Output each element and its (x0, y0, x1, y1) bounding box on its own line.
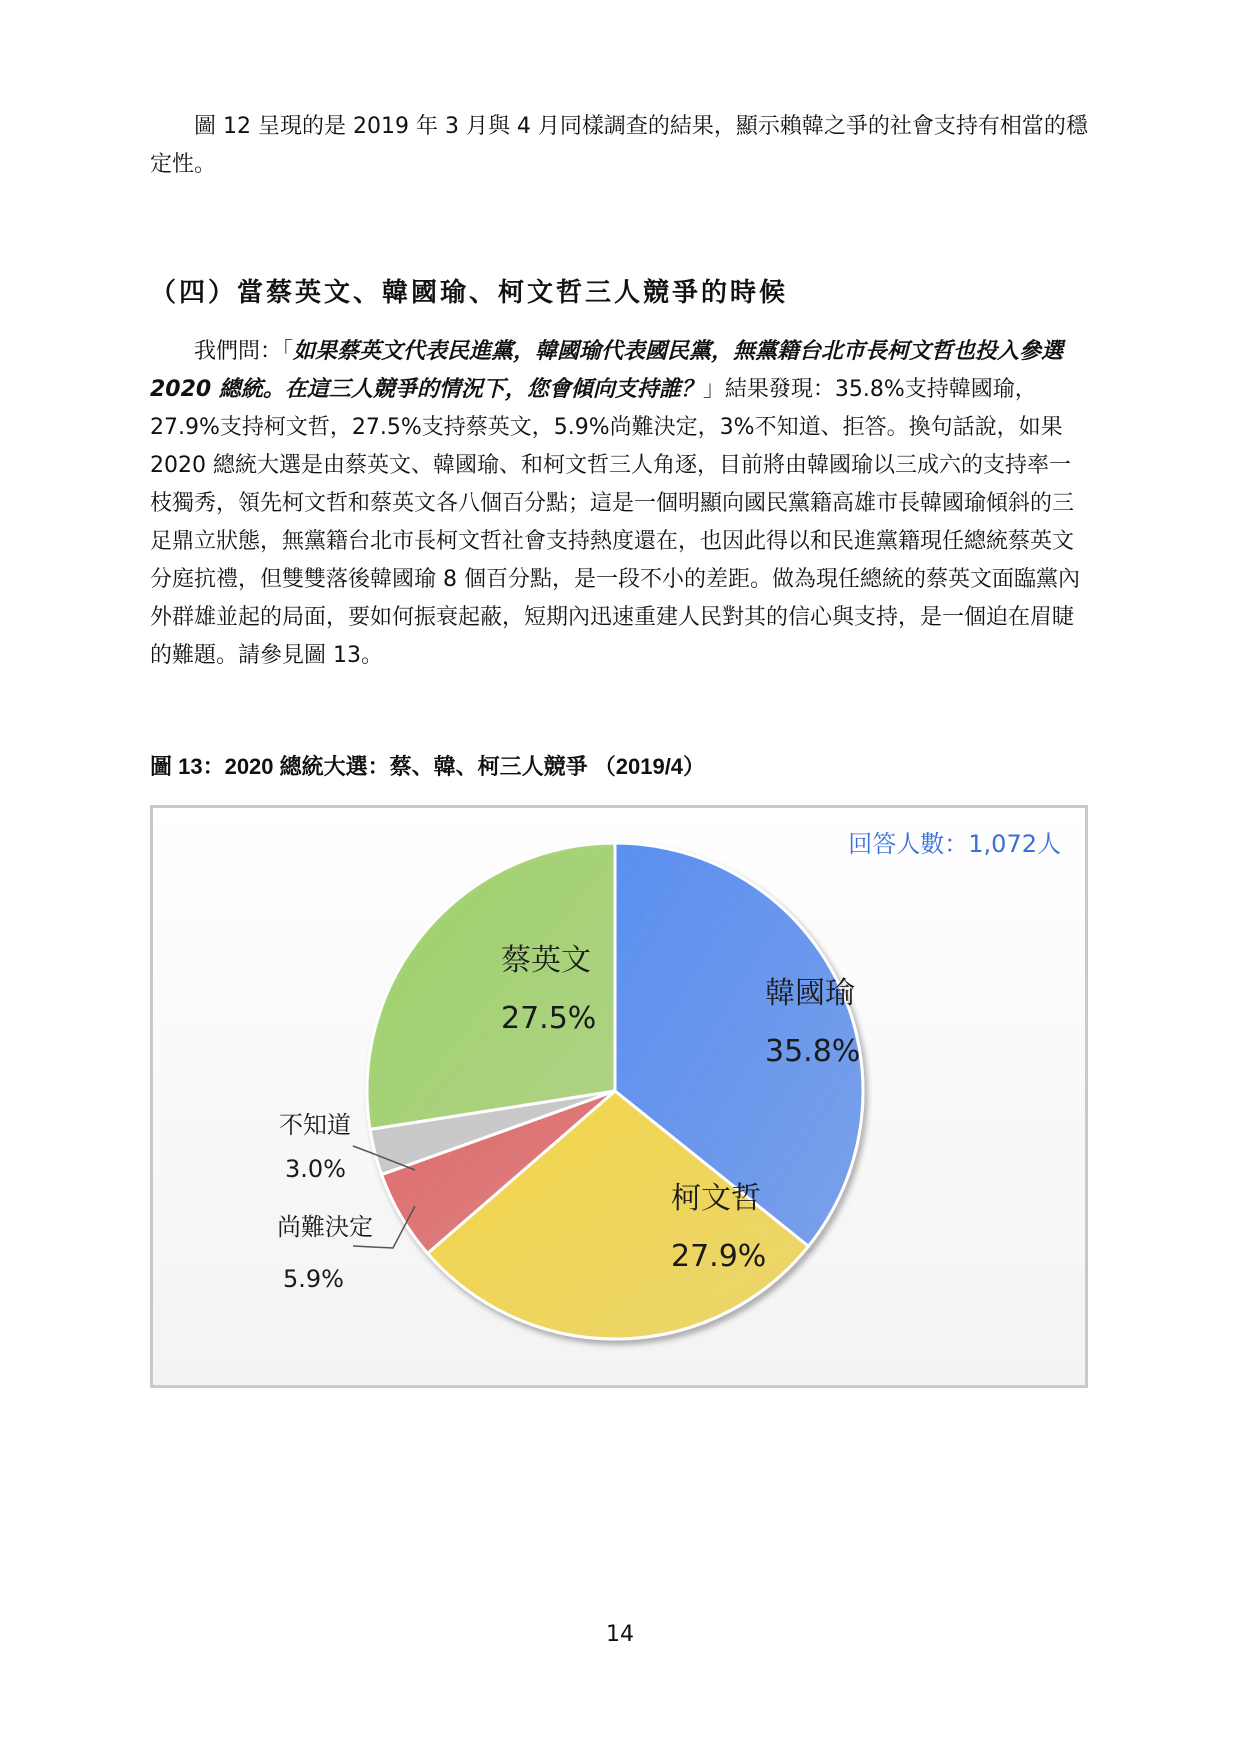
paragraph-results: 」結果發現：35.8%支持韓國瑜，27.9%支持柯文哲，27.5%支持蔡英文，5.9%尚難決定，3%不知道、拒答。換句話說，如果 2020 總統大選是由蔡英文、韓國瑜、和柯文哲三人角逐，目前將由韓國瑜以三成六的支持率一枝獨秀，領先柯文哲和蔡英文各八個百分點；這是一個明顯向國民黨籍高雄市長韓國瑜傾斜的三足鼎立狀態，無黨籍台北市長柯文哲社會支持熱度還在，也因此得以和民進黨籍現任總統蔡英文分庭抗禮，但雙雙落後韓國瑜 8 個百分點，是一段不小的差距。做為現任總統的蔡英文面臨黨內外群雄並起的局面，要如何振衰起蔽，短期內迅速重建人民對其的信心與支持，是一個迫在眉睫的難題。請參見圖 13。 (150, 377, 1080, 668)
pie-chart-frame (150, 805, 1088, 1388)
slice-value-tsai: 27.5% (501, 1001, 597, 1036)
pie-slices (367, 843, 863, 1339)
slice-name-ko: 柯文哲 (671, 1181, 761, 1216)
paragraph-intro-text: 圖 12 呈現的是 2019 年 3 月與 4 月同樣調查的結果，顯示賴韓之爭的社會支持有相當的穩定性。 (150, 114, 1088, 177)
paragraph-lead: 我們問：「 (194, 339, 294, 364)
section-heading: （四）當蔡英文、韓國瑜、柯文哲三人競爭的時候 (150, 278, 789, 308)
slice-name-undecided: 尚難決定 (277, 1213, 373, 1241)
page-number: 14 (606, 1622, 634, 1647)
figure-caption: 圖 13：2020 總統大選：蔡、韓、柯三人競爭 （2019/4） (150, 754, 706, 779)
survey-question: 如果蔡英文代表民進黨，韓國瑜代表國民黨，無黨籍台北市長柯文哲也投入參選 2020 總統。在這三人競爭的情況下，您會傾向支持誰？ (150, 339, 1064, 402)
slice-value-unknown: 3.0% (285, 1155, 346, 1183)
slice-value-undecided: 5.9% (283, 1265, 344, 1293)
pie-chart (153, 808, 1085, 1385)
paragraph-intro (150, 108, 1090, 184)
slice-name-unknown: 不知道 (279, 1111, 351, 1139)
paragraph-survey (150, 333, 1090, 675)
slice-name-tsai: 蔡英文 (501, 943, 591, 978)
slice-value-ko: 27.9% (671, 1239, 767, 1274)
slice-value-han: 35.8% (765, 1034, 861, 1069)
slice-name-han: 韓國瑜 (765, 976, 855, 1011)
respondents-count: 回答人數：1,072人 (848, 830, 1061, 858)
pie-slice-tsai (367, 843, 615, 1129)
